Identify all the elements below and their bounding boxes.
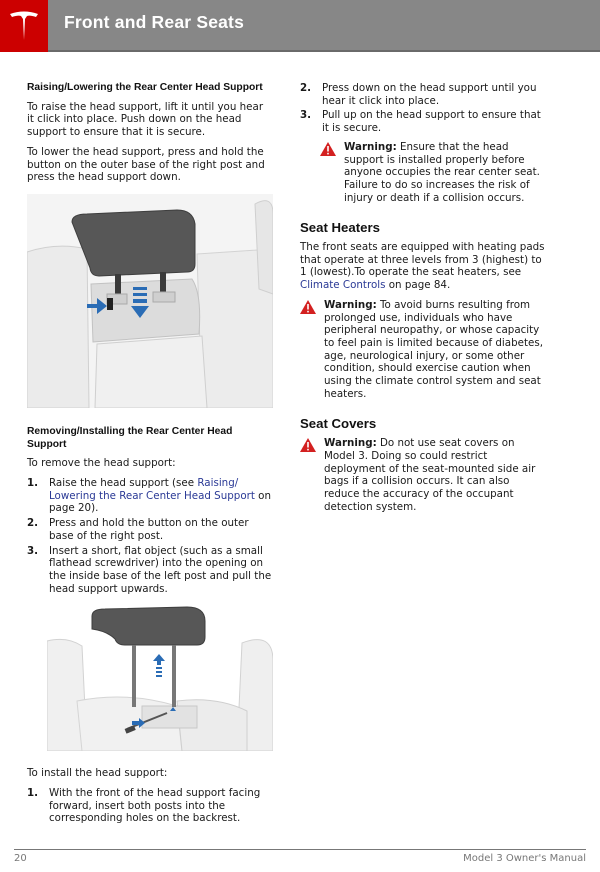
seat-covers-heading: Seat Covers: [300, 416, 377, 432]
manual-title: Model 3 Owner's Manual: [463, 853, 586, 864]
remove-step: 3. Insert a short, flat object (such as a small flathead screwdriver) into the opening on the inside base of the left post and pull the head support upwards.: [27, 544, 272, 595]
climate-controls-link[interactable]: Climate Controls: [300, 279, 386, 292]
right-column: [300, 82, 548, 519]
warning-triangle-icon: [300, 300, 316, 314]
figure-raise-lower-head-support: [27, 194, 273, 408]
footer-divider: [14, 849, 586, 850]
install-intro: To install the head support:: [27, 767, 168, 780]
install-steps-left: [27, 787, 273, 825]
warning-seat-covers: Warning: Do not use seat covers on Model 3. Doing so could restrict deployment of the seat-mounted side air bags if a collision occurs. It can also reduce the accuracy of the occupant detection system.: [300, 437, 548, 513]
warning-head-support: Warning: Ensure that the head support is installed properly before anyone occupies the rear center seat. Failure to do so increases the risk of injury or death if a collision occurs.: [320, 141, 548, 205]
warning-triangle-icon: [320, 142, 336, 156]
figure-remove-head-support: [47, 601, 273, 751]
remove-heading: Removing/Installing the Rear Center Head Support: [27, 425, 233, 450]
remove-steps: [27, 477, 273, 595]
remove-step: 1. Raise the head support (see Raising/ Lowering the Rear Center Head Support on page 20).: [27, 477, 271, 515]
raise-paragraph-2: To lower the head support, press and hold the button on the outer base of the right post and press the head support down.: [27, 145, 265, 184]
raise-heading: Raising/Lowering the Rear Center Head Support: [27, 82, 263, 93]
seat-heaters-heading: Seat Heaters: [300, 220, 380, 236]
remove-step: 2. Press and hold the button on the outer base of the right post.: [27, 517, 249, 542]
brand-logo: [0, 0, 48, 52]
install-steps-right: [300, 82, 548, 135]
raise-paragraph-1: To raise the head support, lift it until you hear it click into place. Push down on the head support to ensure that it is secure.: [27, 100, 264, 139]
page-title: Front and Rear Seats: [64, 12, 245, 32]
raising-lowering-link[interactable]: Raising/ Lowering the Rear Center Head Support: [49, 477, 255, 502]
tesla-logo-icon: [8, 10, 40, 42]
warning-triangle-icon: [300, 438, 316, 452]
page-number: 20: [14, 853, 27, 864]
warning-seat-heaters: Warning: To avoid burns resulting from prolonged use, individuals who have peripheral neuropathy, or whose capacity to feel pain is limited because of diabetes, age, neurological injury, or some other condition, should exercise caution when using the climate control system and seat heaters.: [300, 299, 548, 401]
install-step: 3. Pull up on the head support to ensure that it is secure.: [300, 109, 541, 135]
remove-intro: To remove the head support:: [27, 457, 176, 470]
seat-heaters-paragraph: The front seats are equipped with heating pads that operate at three levels from 3 (highest) to 1 (lowest).To operate the seat heaters, see Climate Controls on page 84.: [300, 241, 545, 292]
install-step: 2. Press down on the head support until you hear it click into place.: [300, 82, 537, 107]
install-step: 1. With the front of the head support facing forward, insert both posts into the corresponding holes on the backrest.: [27, 787, 261, 825]
left-column: [27, 82, 273, 827]
page-header: [0, 0, 600, 52]
